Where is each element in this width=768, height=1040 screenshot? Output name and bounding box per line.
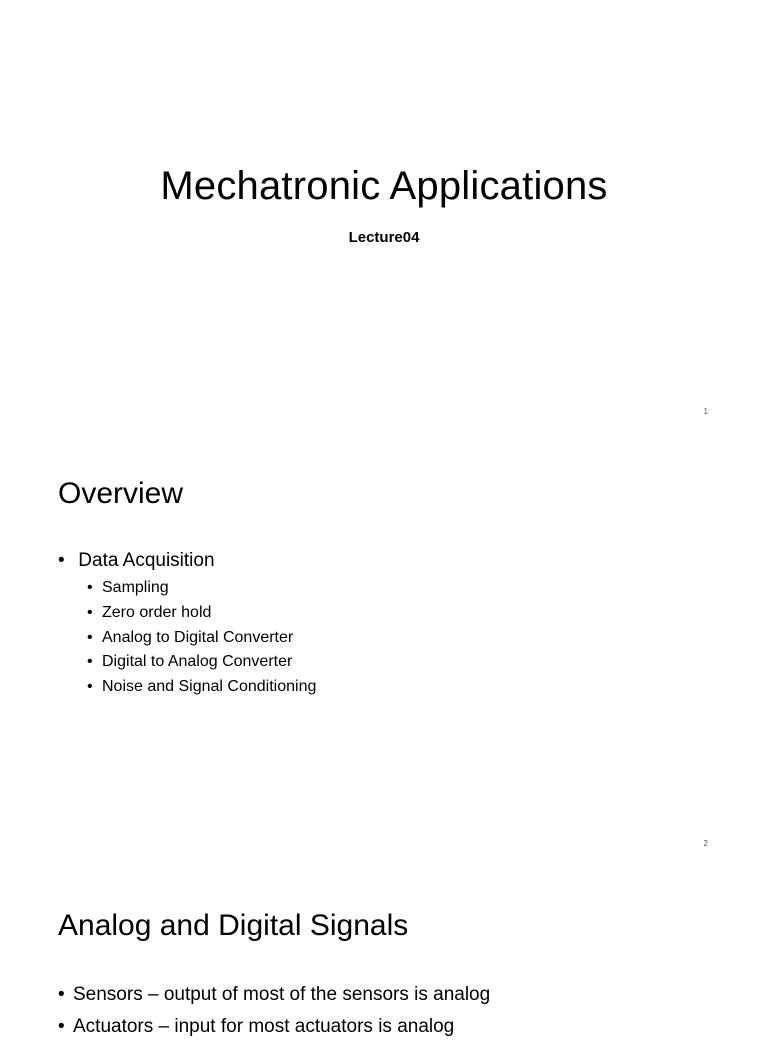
- page-number: 2: [703, 839, 708, 848]
- sub-bullet-item: • Analog to Digital Converter: [87, 626, 316, 651]
- sub-bullet-item: • Zero order hold: [87, 601, 316, 626]
- bullet-item: • Sensors – output of most of the sensors is analog: [58, 982, 490, 1008]
- slide-3: [0, 864, 768, 1037]
- sub-bullet-item: • Digital to Analog Converter: [87, 650, 316, 675]
- bullet-item: [58, 548, 316, 700]
- slide-subtitle: Lecture04: [348, 229, 420, 246]
- slide-2: [0, 432, 768, 864]
- slide-title: Mechatronic Applications: [160, 164, 608, 208]
- bullet-text: Data Acquisition: [78, 550, 215, 571]
- sub-bullet-item: • Sampling: [87, 576, 316, 601]
- slide-heading: Analog and Digital Signals: [58, 909, 409, 942]
- slide-1: [0, 0, 768, 432]
- bullet-list: [58, 548, 316, 700]
- page-number: 1: [703, 407, 708, 416]
- slide-heading: Overview: [58, 477, 184, 510]
- sub-bullet-item: • Noise and Signal Conditioning: [87, 675, 316, 700]
- bullet-item: • Actuators – input for most actuators is analog: [58, 1014, 490, 1040]
- bullet-list: [58, 982, 490, 1040]
- sub-bullet-list: [58, 576, 316, 700]
